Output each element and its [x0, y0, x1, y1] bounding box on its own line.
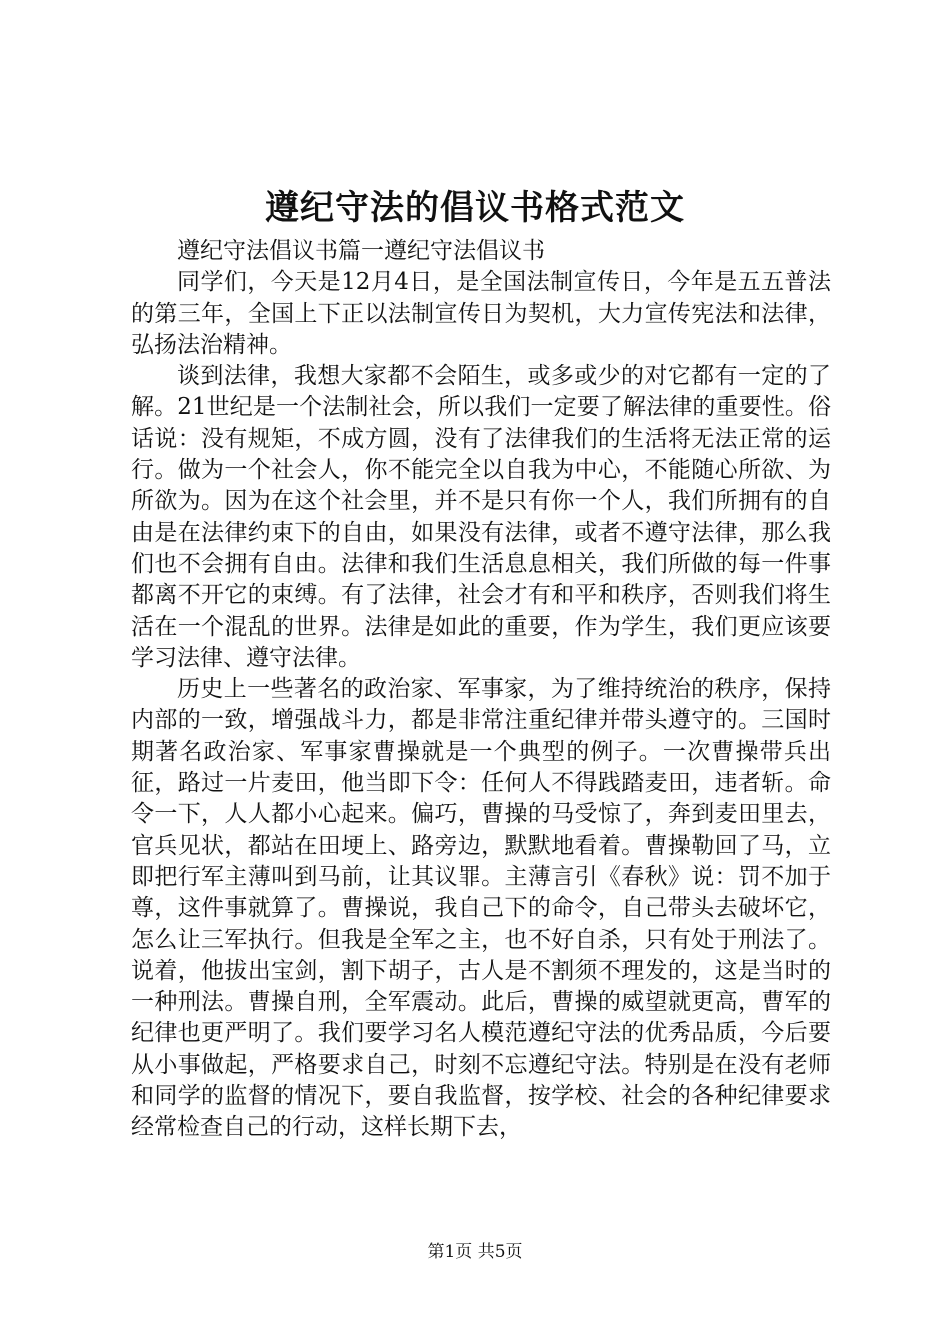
body-text — [131, 236, 831, 1144]
page-number-footer: 第1页 共5页 — [427, 1242, 523, 1262]
paragraph: 谈到法律，我想大家都不会陌生，或多或少的对它都有一定的了解。21世纪是一个法制社会，所以我们一定要了解法律的重要性。俗话说：没有规矩，不成方圆，没有了法律我们的生活将无法正常的运行。做为一个社会人，你不能完全以自我为中心，不能随心所欲、为所欲为。因为在这个社会里，并不是只有你一个人，我们所拥有的自由是在法律约束下的自由，如果没有法律，或者不遵守法律，那么我们也不会拥有自由。法律和我们生活息息相关，我们所做的每一件事都离不开它的束缚。有了法律，社会才有和平和秩序，否则我们将生活在一个混乱的世界。法律是如此的重要，作为学生，我们更应该要学习法律、遵守法律。 — [131, 363, 831, 671]
paragraph-subtitle: 遵纪守法倡议书篇一遵纪守法倡议书 — [177, 238, 545, 264]
paragraph: 历史上一些著名的政治家、军事家，为了维持统治的秩序，保持内部的一致，增强战斗力，都是非常注重纪律并带头遵守的。三国时期著名政治家、军事家曹操就是一个典型的例子。一次曹操带兵出征，路过一片麦田，他当即下令：任何人不得践踏麦田，违者斩。命令一下，人人都小心起来。偏巧，曹操的马受惊了，奔到麦田里去，官兵见状，都站在田埂上、路旁边，默默地看着。曹操勒回了马，立即把行军主薄叫到马前，让其议罪。主薄言引《春秋》说：罚不加于尊，这件事就算了。曹操说，我自己下的命令，自己带头去破坏它，怎么让三军执行。但我是全军之主，也不好自杀，只有处于刑法了。说着，他拔出宝剑，割下胡子，古人是不割须不理发的，这是当时的一种刑法。曹操自刑，全军震动。此后，曹操的威望就更高，曹军的纪律也更严明了。我们要学习名人模范遵纪守法的优秀品质，今后要从小事做起，严格要求自己，时刻不忘遵纪守法。特别是在没有老师和同学的监督的情况下，要自我监督，按学校、社会的各种纪律要求经常检查自己的行动，这样长期下去， — [131, 676, 831, 1141]
paragraph: 同学们，今天是12月4日，是全国法制宣传日，今年是五五普法的第三年，全国上下正以法制宣传日为契机，大力宣传宪法和法律，弘扬法治精神。 — [131, 269, 831, 358]
page-title: 遵纪守法的倡议书格式范文 — [265, 188, 685, 228]
